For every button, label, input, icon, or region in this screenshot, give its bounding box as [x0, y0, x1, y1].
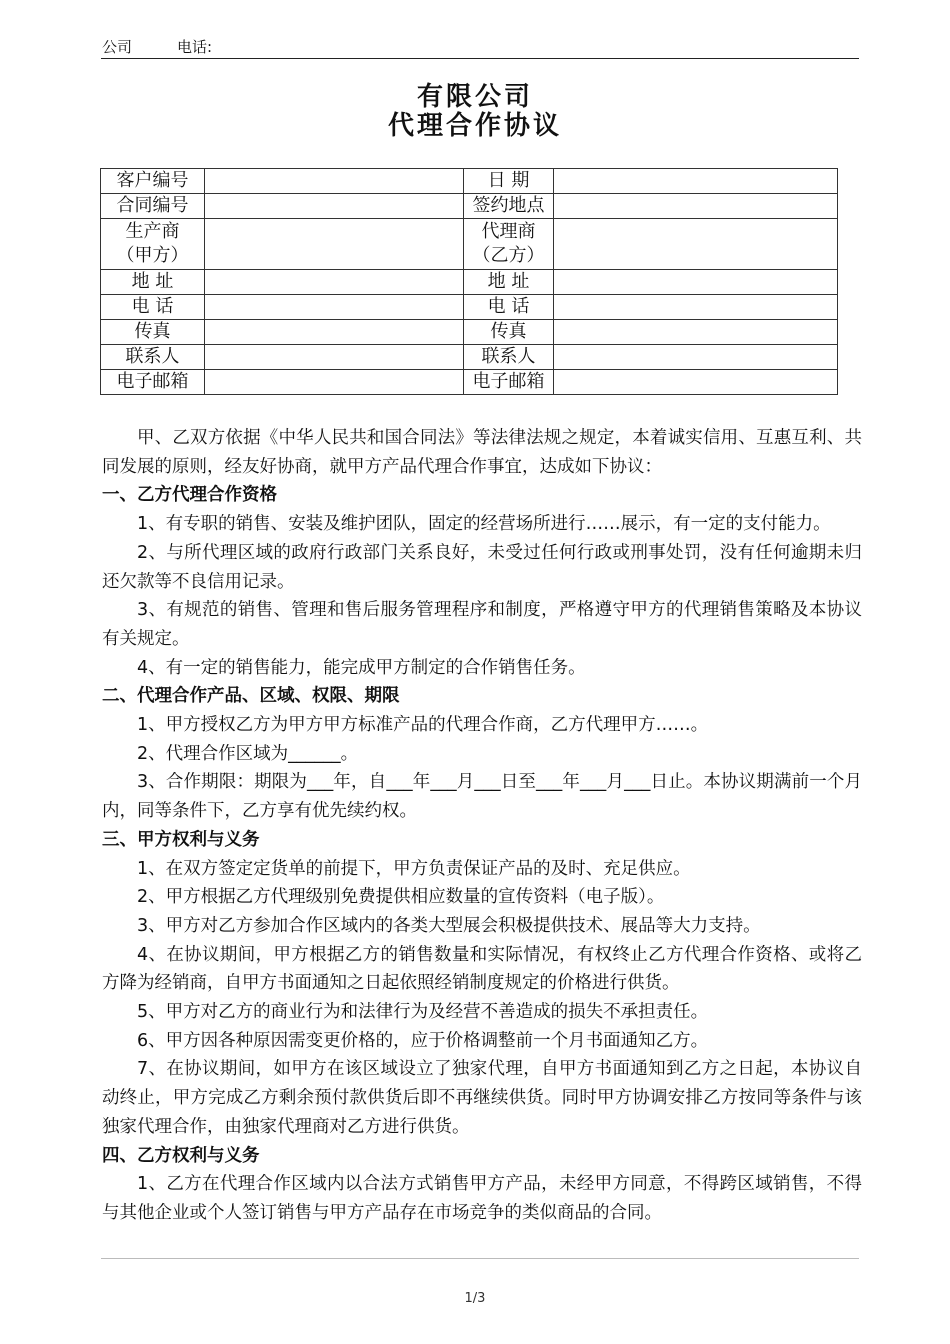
label-manufacturer-line2: （甲方） — [116, 245, 189, 266]
section-heading-3: 三、甲方权利与义务 — [102, 829, 260, 850]
header-phone: 电话: — [177, 38, 213, 56]
footer-divider — [101, 1258, 859, 1259]
label-address-b: 地 址 — [464, 270, 554, 295]
doc-title-company: 有限公司 — [416, 82, 533, 112]
value-contract-no[interactable] — [205, 194, 464, 219]
label-email-a: 电子邮箱 — [101, 370, 205, 395]
clause-2-2: 2、代理合作区域为______。 — [137, 743, 359, 764]
clause-1-4: 4、有一定的销售能力，能完成甲方制定的合作销售任务。 — [137, 657, 586, 678]
clause-3-2: 2、甲方根据乙方代理级别免费提供相应数量的宣传资料（电子版）。 — [137, 887, 665, 908]
table-row — [101, 370, 838, 395]
intro-paragraph: 甲、乙双方依据《中华人民共和国合同法》等法律法规之规定，本着诚实信用、互惠互利、共同发展的原则，经友好协商，就甲方产品代理合作事宜，达成如下协议： — [102, 428, 862, 477]
table-row — [101, 169, 838, 194]
section-heading-1: 一、乙方代理合作资格 — [102, 485, 277, 506]
clause-1-3: 3、有规范的销售、管理和售后服务管理程序和制度，严格遵守甲方的代理销售策略及本协议有关规定。 — [102, 600, 862, 649]
label-agent — [464, 219, 554, 270]
label-email-b: 电子邮箱 — [464, 370, 554, 395]
clause-3-6: 6、甲方因各种原因需变更价格的，应于价格调整前一个月书面通知乙方。 — [137, 1030, 709, 1051]
party-info-table — [100, 168, 838, 395]
table-row — [101, 345, 838, 370]
page-header — [101, 34, 859, 59]
label-contact-a: 联系人 — [101, 345, 205, 370]
label-address-a: 地 址 — [101, 270, 205, 295]
value-sign-place[interactable] — [554, 194, 838, 219]
table-row — [101, 295, 838, 320]
value-agent[interactable] — [554, 219, 838, 270]
header-company: 公司 — [102, 38, 133, 56]
label-contract-no: 合同编号 — [101, 194, 205, 219]
clause-3-5: 5、甲方对乙方的商业行为和法律行为及经营不善造成的损失不承担责任。 — [137, 1002, 709, 1023]
clause-3-7: 7、在协议期间，如甲方在该区域设立了独家代理，自甲方书面通知到乙方之日起，本协议自动终止，甲方完成乙方剩余预付款供货后即不再继续供货。同时甲方协调安排乙方按同等条件与该独家代理合作，由独家代理商对乙方进行供货。 — [102, 1059, 862, 1137]
section-heading-4: 四、乙方权利与义务 — [102, 1145, 260, 1166]
value-email-a[interactable] — [205, 370, 464, 395]
agreement-body — [102, 424, 862, 1228]
label-sign-place: 签约地点 — [464, 194, 554, 219]
label-contact-b: 联系人 — [464, 345, 554, 370]
table-row — [101, 194, 838, 219]
doc-title-agreement: 代理合作协议 — [387, 111, 562, 141]
label-agent-line2: （乙方） — [472, 245, 545, 266]
value-contact-a[interactable] — [205, 345, 464, 370]
label-phone-b: 电 话 — [464, 295, 554, 320]
clause-4-1: 1、乙方在代理合作区域内以合法方式销售甲方产品，未经甲方同意，不得跨区域销售，不得与其他企业或个人签订销售与甲方产品存在市场竞争的类似商品的合同。 — [102, 1174, 862, 1223]
value-address-b[interactable] — [554, 270, 838, 295]
label-manufacturer-line1: 生产商 — [125, 221, 180, 242]
value-fax-a[interactable] — [205, 320, 464, 345]
value-address-a[interactable] — [205, 270, 464, 295]
clause-2-3: 3、合作期限：期限为___年，自___年___月___日至___年___月___日止。本协议期满前一个月内，同等条件下，乙方享有优先续约权。 — [102, 772, 862, 822]
value-fax-b[interactable] — [554, 320, 838, 345]
table-row — [101, 320, 838, 345]
table-row — [101, 219, 838, 270]
value-phone-a[interactable] — [205, 295, 464, 320]
value-phone-b[interactable] — [554, 295, 838, 320]
value-email-b[interactable] — [554, 370, 838, 395]
label-fax-b: 传真 — [464, 320, 554, 345]
value-manufacturer[interactable] — [205, 219, 464, 270]
value-contact-b[interactable] — [554, 345, 838, 370]
value-customer-no[interactable] — [205, 169, 464, 194]
clause-3-4: 4、在协议期间，甲方根据乙方的销售数量和实际情况，有权终止乙方代理合作资格、或将乙方降为经销商，自甲方书面通知之日起依照经销制度规定的价格进行供货。 — [102, 944, 862, 994]
value-date[interactable] — [554, 169, 838, 194]
label-agent-line1: 代理商 — [481, 221, 536, 242]
label-phone-a: 电 话 — [101, 295, 205, 320]
clause-1-2: 2、与所代理区域的政府行政部门关系良好，未受过任何行政或刑事处罚，没有任何逾期未归还欠款等不良信用记录。 — [102, 542, 862, 592]
label-customer-no: 客户编号 — [101, 169, 205, 194]
label-date: 日 期 — [464, 169, 554, 194]
clause-2-1: 1、甲方授权乙方为甲方甲方标准产品的代理合作商，乙方代理甲方……。 — [137, 715, 709, 736]
label-fax-a: 传真 — [101, 320, 205, 345]
clause-3-3: 3、甲方对乙方参加合作区域内的各类大型展会积极提供技术、展品等大力支持。 — [137, 915, 761, 936]
clause-1-1: 1、有专职的销售、安装及维护团队，固定的经营场所进行……展示，有一定的支付能力。 — [137, 514, 831, 535]
clause-3-1: 1、在双方签定定货单的前提下，甲方负责保证产品的及时、充足供应。 — [137, 858, 691, 879]
table-row — [101, 270, 838, 295]
page-number: 1/3 — [464, 1291, 486, 1306]
label-manufacturer — [101, 219, 205, 270]
section-heading-2: 二、代理合作产品、区域、权限、期限 — [102, 686, 400, 707]
